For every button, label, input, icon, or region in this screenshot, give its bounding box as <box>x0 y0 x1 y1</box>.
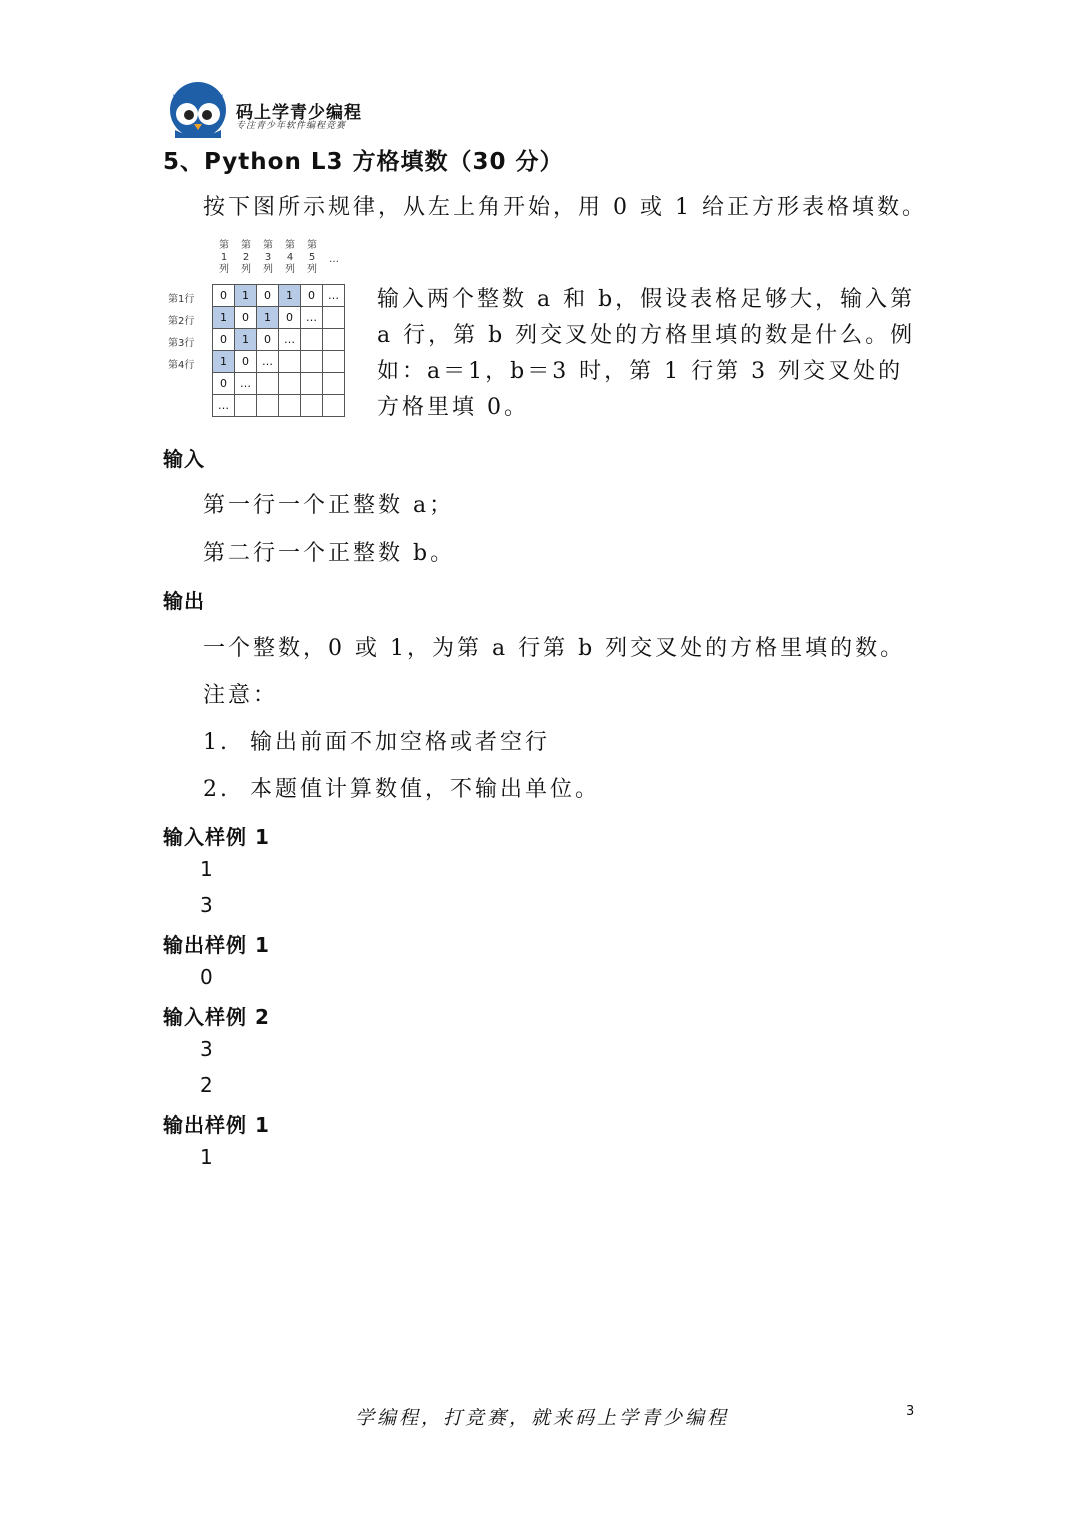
grid-cell: 1 <box>234 284 257 307</box>
sample-output-1-value: 0 <box>200 965 213 989</box>
grid-cell: … <box>300 306 323 329</box>
owl-logo-icon <box>163 80 233 138</box>
sample-input-1-value-a: 1 <box>200 857 213 881</box>
grid-cell: 0 <box>256 284 279 307</box>
grid-cell <box>234 394 257 417</box>
input-heading: 输入 <box>163 447 205 471</box>
grid-cell <box>300 372 323 395</box>
grid-cell: 0 <box>278 306 301 329</box>
sample-output-2-value: 1 <box>200 1145 213 1169</box>
grid-cell <box>278 394 301 417</box>
grid-cell: 1 <box>278 284 301 307</box>
grid-row-label: 第4行 <box>168 360 195 371</box>
grid-cell: … <box>256 350 279 373</box>
sample-input-2-heading: 输入样例 2 <box>163 1005 270 1029</box>
output-line: 一个整数，0 或 1，为第 a 行第 b 列交叉处的方格里填的数。 <box>203 636 906 661</box>
sample-output-2-heading: 输出样例 1 <box>163 1113 270 1137</box>
grid-cell <box>256 372 279 395</box>
grid-cell: … <box>278 328 301 351</box>
grid-column-header: 第 4 列 <box>285 240 295 275</box>
page-number: 3 <box>906 1404 915 1419</box>
note-1: 1. 输出前面不加空格或者空行 <box>203 730 550 755</box>
grid-cell <box>322 306 345 329</box>
grid-row-label: 第3行 <box>168 338 195 349</box>
grid-cell <box>300 394 323 417</box>
brand-slogan: 专注青少年软件编程竞赛 <box>236 121 347 131</box>
question-title: 5、Python L3 方格填数（30 分） <box>163 149 564 175</box>
input-line-2: 第二行一个正整数 b。 <box>203 541 456 566</box>
note-2: 2. 本题值计算数值，不输出单位。 <box>203 777 600 802</box>
grid-row-label: 第1行 <box>168 294 195 305</box>
grid-cell: … <box>322 284 345 307</box>
sample-input-2-value-a: 3 <box>200 1037 213 1061</box>
sample-input-1-value-b: 3 <box>200 893 213 917</box>
grid-cell <box>300 350 323 373</box>
grid-cell: 0 <box>300 284 323 307</box>
grid-column-header: … <box>329 254 339 265</box>
grid-column-header: 第 5 列 <box>307 240 317 275</box>
sample-input-1-heading: 输入样例 1 <box>163 825 270 849</box>
grid-cell: 0 <box>234 350 257 373</box>
note-label: 注意： <box>203 683 279 708</box>
grid-row-label: 第2行 <box>168 316 195 327</box>
grid-cell: 0 <box>212 284 235 307</box>
grid-cell: … <box>212 394 235 417</box>
grid-column-header: 第 2 列 <box>241 240 251 275</box>
sample-input-2-value-b: 2 <box>200 1073 213 1097</box>
grid-column-header: 第 1 列 <box>219 240 229 275</box>
grid-cell: 0 <box>256 328 279 351</box>
grid-cell: 1 <box>234 328 257 351</box>
grid-cell <box>256 394 279 417</box>
sample-output-1-heading: 输出样例 1 <box>163 933 270 957</box>
grid-column-header: 第 3 列 <box>263 240 273 275</box>
pattern-grid-figure <box>168 240 358 424</box>
grid-cell: 0 <box>212 328 235 351</box>
grid-cell: 0 <box>234 306 257 329</box>
question-description: 输入两个整数 a 和 b，假设表格足够大，输入第 a 行，第 b 列交叉处的方格里填的数是什么。例如：a＝1，b＝3 时，第 1 行第 3 列交叉处的方格里填 0。 <box>377 287 916 420</box>
grid-cell: 1 <box>212 306 235 329</box>
footer-slogan: 学编程，打竞赛，就来码上学青少编程 <box>355 1407 730 1429</box>
grid-cell: 0 <box>212 372 235 395</box>
grid-cell <box>322 372 345 395</box>
question-intro: 按下图所示规律，从左上角开始，用 0 或 1 给正方形表格填数。 <box>203 195 927 220</box>
grid-cell: 1 <box>212 350 235 373</box>
output-heading: 输出 <box>163 589 205 613</box>
grid-cell <box>322 328 345 351</box>
grid-cell <box>322 394 345 417</box>
grid-cell <box>278 350 301 373</box>
grid-cell: 1 <box>256 306 279 329</box>
brand-name: 码上学青少编程 <box>236 103 362 123</box>
grid-cell <box>278 372 301 395</box>
grid-cell: … <box>234 372 257 395</box>
grid-cell <box>322 350 345 373</box>
grid-cell <box>300 328 323 351</box>
input-line-1: 第一行一个正整数 a； <box>203 493 455 518</box>
